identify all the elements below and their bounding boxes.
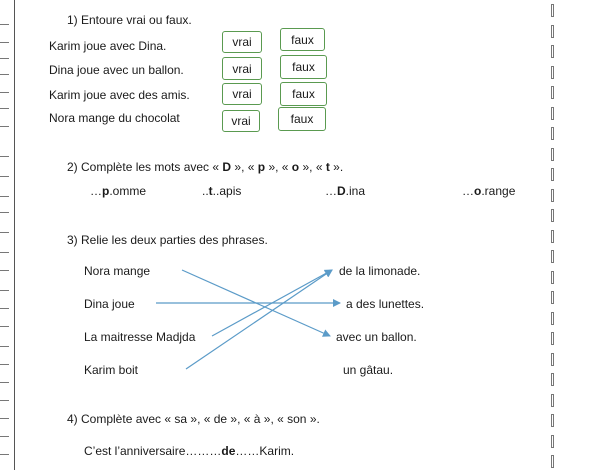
q4-title: 4) Complète avec « sa », « de », « à », « son ». <box>67 412 320 426</box>
q1-sentence: Dina joue avec un ballon. <box>49 63 184 77</box>
q2-title: 2) Complète les mots avec « D », « p », « o », « t ». <box>67 160 344 174</box>
faux-option-2[interactable]: faux <box>280 55 327 79</box>
left-phrase-1: Nora mange <box>84 264 151 278</box>
q3-title: 3) Relie les deux parties des phrases. <box>67 233 268 247</box>
q1-sentence: Nora mange du chocolat <box>49 111 180 125</box>
vrai-option-2[interactable]: vrai <box>222 57 262 80</box>
q1-sentence: Karim joue avec des amis. <box>49 88 190 102</box>
match-arrow-4 <box>186 270 332 369</box>
q4-sentence: C’est l’anniversaire………de……Karim. <box>84 444 295 458</box>
right-phrase-1: de la limonade. <box>339 264 421 278</box>
vrai-option-4[interactable]: vrai <box>222 110 260 132</box>
word-blank-2: ..t..apis <box>202 184 242 198</box>
right-phrase-2: a des lunettes. <box>346 297 425 311</box>
left-phrase-3: La maitresse Madjda <box>84 330 196 344</box>
word-blank-4: …o.range <box>462 184 516 198</box>
word-blank-3: …D.ina <box>325 184 366 198</box>
right-phrase-4: un gâtau. <box>343 363 394 377</box>
faux-option-1[interactable]: faux <box>280 28 325 51</box>
word-blank-1: …p.omme <box>90 184 147 198</box>
faux-option-3[interactable]: faux <box>280 82 327 106</box>
q1-title: 1) Entoure vrai ou faux. <box>67 13 192 27</box>
vrai-option-1[interactable]: vrai <box>222 31 262 53</box>
q1-sentence: Karim joue avec Dina. <box>49 39 167 53</box>
left-phrase-2: Dina joue <box>84 297 135 311</box>
left-phrase-4: Karim boit <box>84 363 139 377</box>
vrai-option-3[interactable]: vrai <box>222 83 262 105</box>
right-phrase-3: avec un ballon. <box>336 330 417 344</box>
faux-option-4[interactable]: faux <box>278 107 326 131</box>
